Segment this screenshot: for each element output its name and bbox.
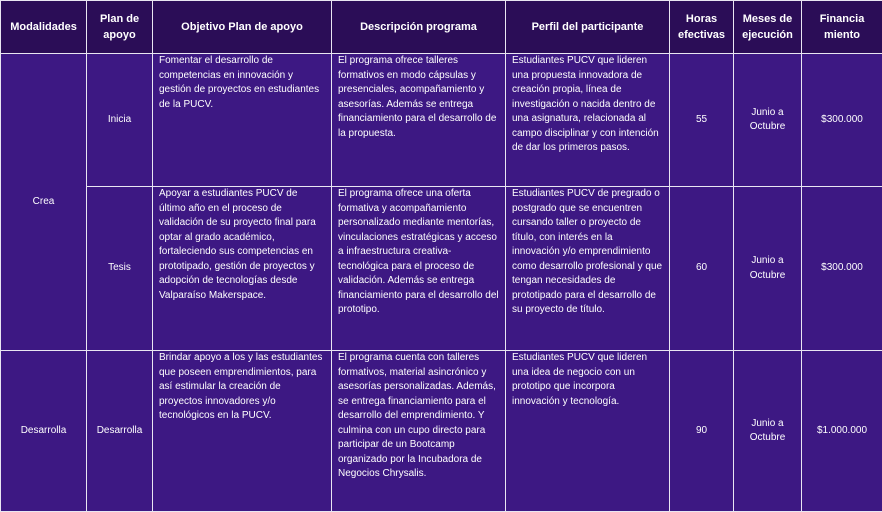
- perfil-cell: Estudiantes PUCV que lideren una idea de negocio con un prototipo que incorpora innovación y tecnología.: [506, 351, 670, 512]
- table-row: [1, 187, 882, 351]
- header-plan-de-apoyo: [87, 1, 153, 54]
- descripcion-cell: El programa ofrece una oferta formativa y acompañamiento personalizado mediante mentorías, vinculaciones estratégicas y acceso a infraestructura creativa-tecnológica para el proceso de validación. Además se entrega financiamiento para el desarrollo del prototipo.: [332, 187, 506, 351]
- table-row: [1, 351, 882, 512]
- meses-cell: [734, 187, 802, 351]
- header-meses: [734, 1, 802, 54]
- objetivo-cell: Brindar apoyo a los y las estudiantes que poseen emprendimientos, para así estimular la creación de proyectos innovadores y/o tecnológicos en la PUCV.: [153, 351, 332, 512]
- header-horas: [670, 1, 734, 54]
- meses-line2: Octubre: [750, 432, 786, 443]
- meses-line1: Junio a: [751, 418, 783, 429]
- header-financia-line1: Financia: [820, 13, 865, 25]
- meses-line1: Junio a: [751, 107, 783, 118]
- header-financiamiento: [802, 1, 882, 54]
- plan-cell: Tesis: [87, 187, 153, 351]
- perfil-cell: Estudiantes PUCV de pregrado o postgrado que se encuentren cursando taller o proyecto de título, con interés en la innovación y/o emprendimiento como desarrollo profesional y que tengan necesidades de prototipado para el desarrollo de su proyecto de título.: [506, 187, 670, 351]
- header-horas-line1: Horas: [686, 13, 717, 25]
- header-descripcion: Descripción programa: [332, 1, 506, 54]
- header-plan-line2: apoyo: [103, 29, 135, 41]
- objetivo-cell: Fomentar el desarrollo de competencias en innovación y gestión de proyectos en estudiantes de la PUCV.: [153, 54, 332, 187]
- header-row: [1, 1, 882, 54]
- meses-cell: [734, 351, 802, 512]
- financiamiento-cell: $300.000: [802, 187, 882, 351]
- meses-line2: Octubre: [750, 121, 786, 132]
- header-financia-line2: miento: [824, 29, 860, 41]
- horas-cell: 60: [670, 187, 734, 351]
- modalidad-desarrolla: Desarrolla: [1, 351, 87, 512]
- table-row: [1, 54, 882, 187]
- plan-cell: Desarrolla: [87, 351, 153, 512]
- header-meses-line2: ejecución: [742, 29, 793, 41]
- header-horas-line2: efectivas: [678, 29, 725, 41]
- descripcion-cell: El programa cuenta con talleres formativos, material asincrónico y asesorías personalizadas. Además, se entrega financiamiento para el desarrollo del emprendimiento. Y culmina con un cupo directo para participar de un Bootcamp organizado por la Incubadora de Negocios Chrysalis.: [332, 351, 506, 512]
- financiamiento-cell: $1.000.000: [802, 351, 882, 512]
- descripcion-cell: El programa ofrece talleres formativos en modo cápsulas y presenciales, acompañamiento y asesorías. Además se entrega financiamiento para el desarrollo de la propuesta.: [332, 54, 506, 187]
- objetivo-cell: Apoyar a estudiantes PUCV de último año en el proceso de validación de su proyecto final para optar al grado académico, fortaleciendo sus competencias en prototipado, gestión de proyectos y adopción de tecnologías desde Valparaíso Makerspace.: [153, 187, 332, 351]
- horas-cell: 90: [670, 351, 734, 512]
- meses-line1: Junio a: [751, 255, 783, 266]
- plan-cell: Inicia: [87, 54, 153, 187]
- header-meses-line1: Meses de: [743, 13, 793, 25]
- perfil-cell: Estudiantes PUCV que lideren una propuesta innovadora de creación propia, línea de investigación o nacida dentro de una asignatura, relacionada al campo disciplinar y con intención de dar los primeros pasos.: [506, 54, 670, 187]
- header-objetivo: Objetivo Plan de apoyo: [153, 1, 332, 54]
- header-perfil: Perfil del participante: [506, 1, 670, 54]
- financiamiento-cell: $300.000: [802, 54, 882, 187]
- header-modalidades: Modalidades: [1, 1, 87, 54]
- modalidad-crea: Crea: [1, 54, 87, 351]
- meses-cell: [734, 54, 802, 187]
- horas-cell: 55: [670, 54, 734, 187]
- header-plan-line1: Plan de: [100, 13, 139, 25]
- meses-line2: Octubre: [750, 270, 786, 281]
